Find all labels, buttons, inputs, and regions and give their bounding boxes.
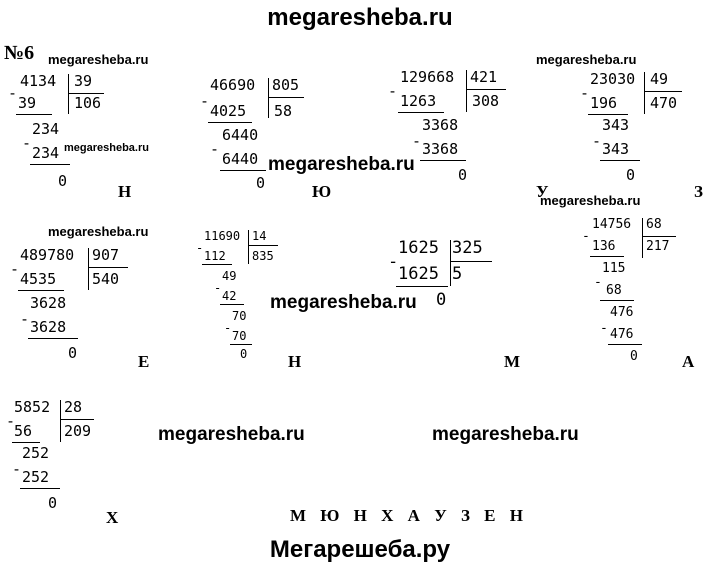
step: 42 — [222, 289, 237, 303]
remainder: 0 — [256, 174, 266, 192]
remainder: 0 — [240, 347, 248, 361]
step: 343 — [602, 116, 630, 134]
cipher-letter: М — [504, 352, 521, 371]
step: 70 — [232, 329, 247, 343]
step: 136 — [592, 239, 616, 254]
quotient: 835 — [252, 249, 274, 263]
cipher-letter: З — [694, 182, 703, 201]
site-footer: Мегарешеба.ру — [269, 536, 451, 563]
dividend: 14756 — [592, 217, 632, 232]
dividend: 11690 — [204, 229, 241, 243]
step: 252 — [22, 444, 50, 462]
step: 56 — [14, 422, 33, 440]
watermark: megaresheba.ru — [432, 424, 579, 445]
cipher-letter: Н — [118, 182, 132, 201]
step: 68 — [606, 283, 622, 298]
division-bar — [68, 74, 69, 114]
cipher-letter: А — [682, 352, 695, 371]
divisor: 28 — [64, 398, 83, 416]
quotient: 470 — [650, 94, 678, 112]
watermark: megaresheba.ru — [268, 154, 415, 175]
site-header: megaresheba.ru — [267, 4, 453, 31]
quotient: 58 — [274, 102, 293, 120]
dividend: 4134 — [20, 72, 57, 90]
step: 343 — [602, 140, 630, 158]
divisor: 907 — [92, 246, 120, 264]
divisor: 14 — [252, 229, 267, 243]
step: 49 — [222, 269, 237, 283]
watermark: megaresheba.ru — [536, 52, 637, 67]
step: 39 — [18, 94, 37, 112]
quotient: 308 — [472, 92, 500, 110]
divisor: 421 — [470, 68, 498, 86]
step: 4535 — [20, 270, 57, 288]
quotient: 217 — [646, 239, 670, 254]
division-bar — [88, 248, 89, 290]
step: 3628 — [30, 318, 67, 336]
quotient: 209 — [64, 422, 92, 440]
cipher-letter: Х — [106, 508, 119, 527]
remainder: 0 — [68, 344, 78, 362]
step: 476 — [610, 327, 634, 342]
remainder: 0 — [58, 172, 68, 190]
watermark: megaresheba.ru — [48, 224, 149, 239]
dividend: 489780 — [20, 246, 75, 264]
remainder: 0 — [436, 290, 447, 310]
dividend: 129668 — [400, 68, 455, 86]
step: 3368 — [422, 116, 459, 134]
remainder: 0 — [630, 349, 638, 364]
divisor: 805 — [272, 76, 300, 94]
step: 252 — [22, 468, 50, 486]
quotient: 106 — [74, 94, 102, 112]
division-bar — [642, 218, 643, 258]
watermark: megaresheba.ru — [158, 424, 305, 445]
step: 1625 — [398, 264, 439, 284]
dividend: 23030 — [590, 70, 636, 88]
divisor: 39 — [74, 72, 93, 90]
division-bar — [466, 70, 467, 112]
division-bar — [60, 400, 61, 442]
step: 112 — [204, 249, 226, 263]
step: 196 — [590, 94, 618, 112]
step: 6440 — [222, 150, 259, 168]
divisor: 68 — [646, 217, 662, 232]
divisor: 325 — [452, 238, 483, 258]
step: 4025 — [210, 102, 247, 120]
cipher-letter: Ю — [312, 182, 332, 201]
divisor: 49 — [650, 70, 669, 88]
step: 234 — [32, 120, 60, 138]
division-bar — [450, 240, 451, 286]
watermark: megaresheba.ru — [270, 292, 417, 313]
cipher-letter: Е — [138, 352, 150, 371]
step: 3368 — [422, 140, 459, 158]
division-bar — [268, 78, 269, 118]
step: 70 — [232, 309, 247, 323]
remainder: 0 — [48, 494, 58, 512]
task-number: №6 — [4, 42, 35, 64]
dividend: 5852 — [14, 398, 51, 416]
watermark: megaresheba.ru — [48, 52, 149, 67]
dividend: 1625 — [398, 238, 439, 258]
step: 3628 — [30, 294, 67, 312]
quotient: 540 — [92, 270, 120, 288]
answer-word: М Ю Н Х А У З Е Н — [290, 506, 528, 525]
step: 1263 — [400, 92, 437, 110]
cipher-letter: Н — [288, 352, 302, 371]
division-bar — [644, 72, 645, 114]
division-bar — [248, 230, 249, 264]
step: 476 — [610, 305, 634, 320]
step: 234 — [32, 144, 60, 162]
remainder: 0 — [458, 166, 468, 184]
quotient: 5 — [452, 264, 463, 284]
cipher-letter: У — [536, 182, 549, 201]
watermark: megaresheba.ru — [64, 142, 149, 154]
watermark: megaresheba.ru — [540, 193, 641, 208]
step: 6440 — [222, 126, 259, 144]
dividend: 46690 — [210, 76, 256, 94]
remainder: 0 — [626, 166, 636, 184]
step: 115 — [602, 261, 626, 276]
